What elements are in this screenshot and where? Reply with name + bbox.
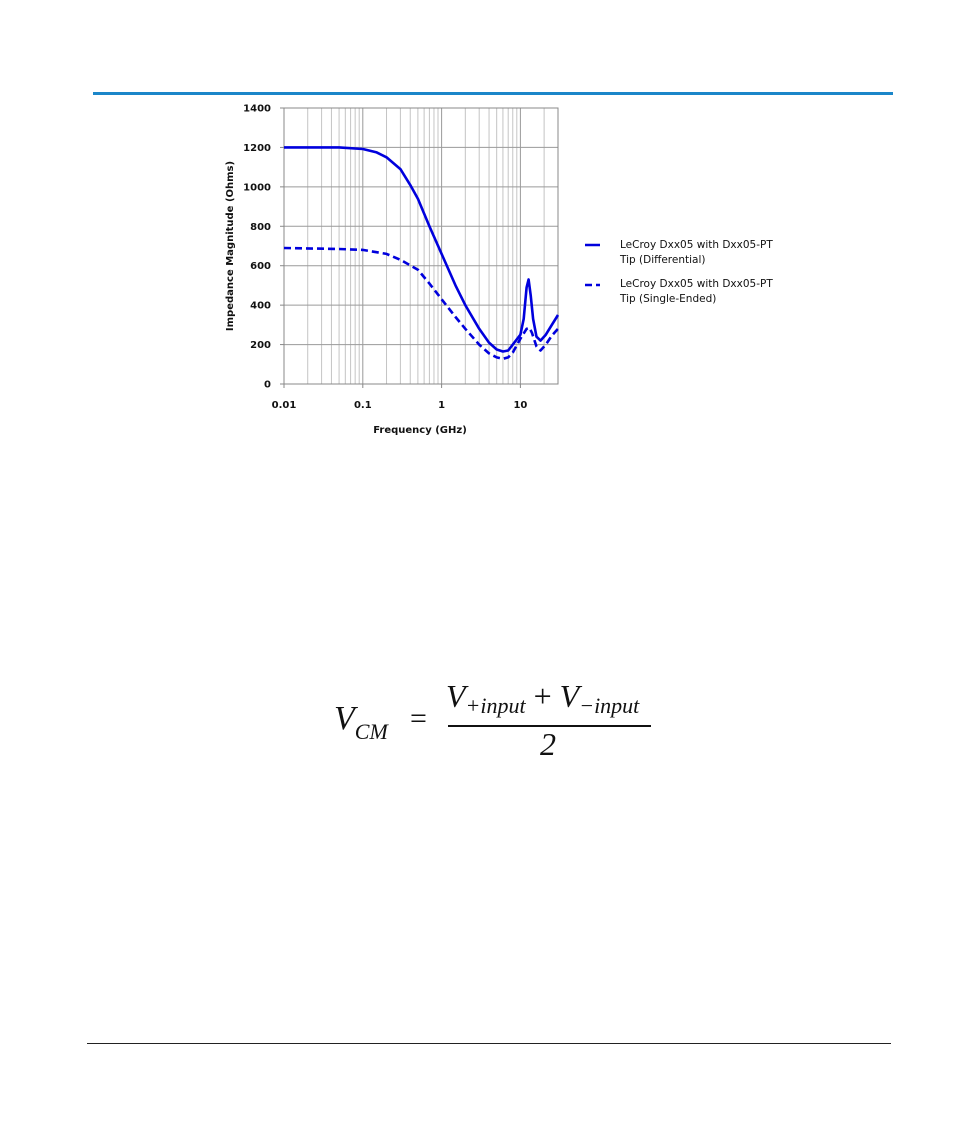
footer-rule (87, 1043, 891, 1044)
legend-line-2: Tip (Differential) (620, 254, 706, 266)
y-tick-label: 800 (250, 221, 271, 233)
formula-plus: + (533, 678, 552, 714)
formula-num-var1: V (446, 678, 466, 714)
formula-lhs (334, 700, 388, 745)
legend-line-1: LeCroy Dxx05 with Dxx05-PT (620, 278, 773, 290)
formula-num-sub1: +input (465, 693, 526, 718)
x-tick-label: 0.1 (353, 400, 372, 411)
legend-line-1: LeCroy Dxx05 with Dxx05-PT (620, 239, 773, 251)
y-tick-label: 0 (264, 379, 271, 391)
x-tick-label: 1 (438, 400, 446, 411)
y-tick-label: 1000 (243, 182, 271, 194)
formula-denominator: 2 (540, 726, 556, 762)
x-tick-label: 0.01 (271, 400, 297, 411)
impedance-chart (200, 100, 600, 450)
formula-num-sub2: −input (579, 693, 640, 718)
x-axis-title: Frequency (GHz) (373, 425, 467, 436)
legend-text (620, 238, 790, 307)
common-mode-voltage-formula (330, 678, 670, 768)
y-tick-label: 600 (250, 261, 271, 273)
formula-num-var2: V (559, 678, 580, 714)
formula-equals: = (410, 702, 427, 735)
formula-numerator (446, 678, 639, 719)
legend-entry-single-ended (620, 277, 790, 307)
formula-lhs-sub: CM (354, 719, 388, 744)
legend (585, 245, 600, 285)
x-tick-labels (272, 384, 528, 411)
formula-lhs-var: V (334, 700, 355, 737)
y-tick-labels (243, 104, 284, 391)
y-tick-label: 400 (250, 300, 271, 312)
legend-entry-differential (620, 238, 790, 268)
y-tick-label: 1200 (243, 142, 271, 154)
header-rule (93, 92, 893, 95)
y-tick-label: 1400 (243, 103, 271, 115)
y-tick-label: 200 (250, 340, 271, 352)
y-axis-title: Impedance Magnitude (Ohms) (225, 160, 236, 332)
x-tick-label: 10 (513, 400, 528, 411)
grid (284, 108, 558, 384)
legend-line-2: Tip (Single-Ended) (620, 293, 717, 305)
